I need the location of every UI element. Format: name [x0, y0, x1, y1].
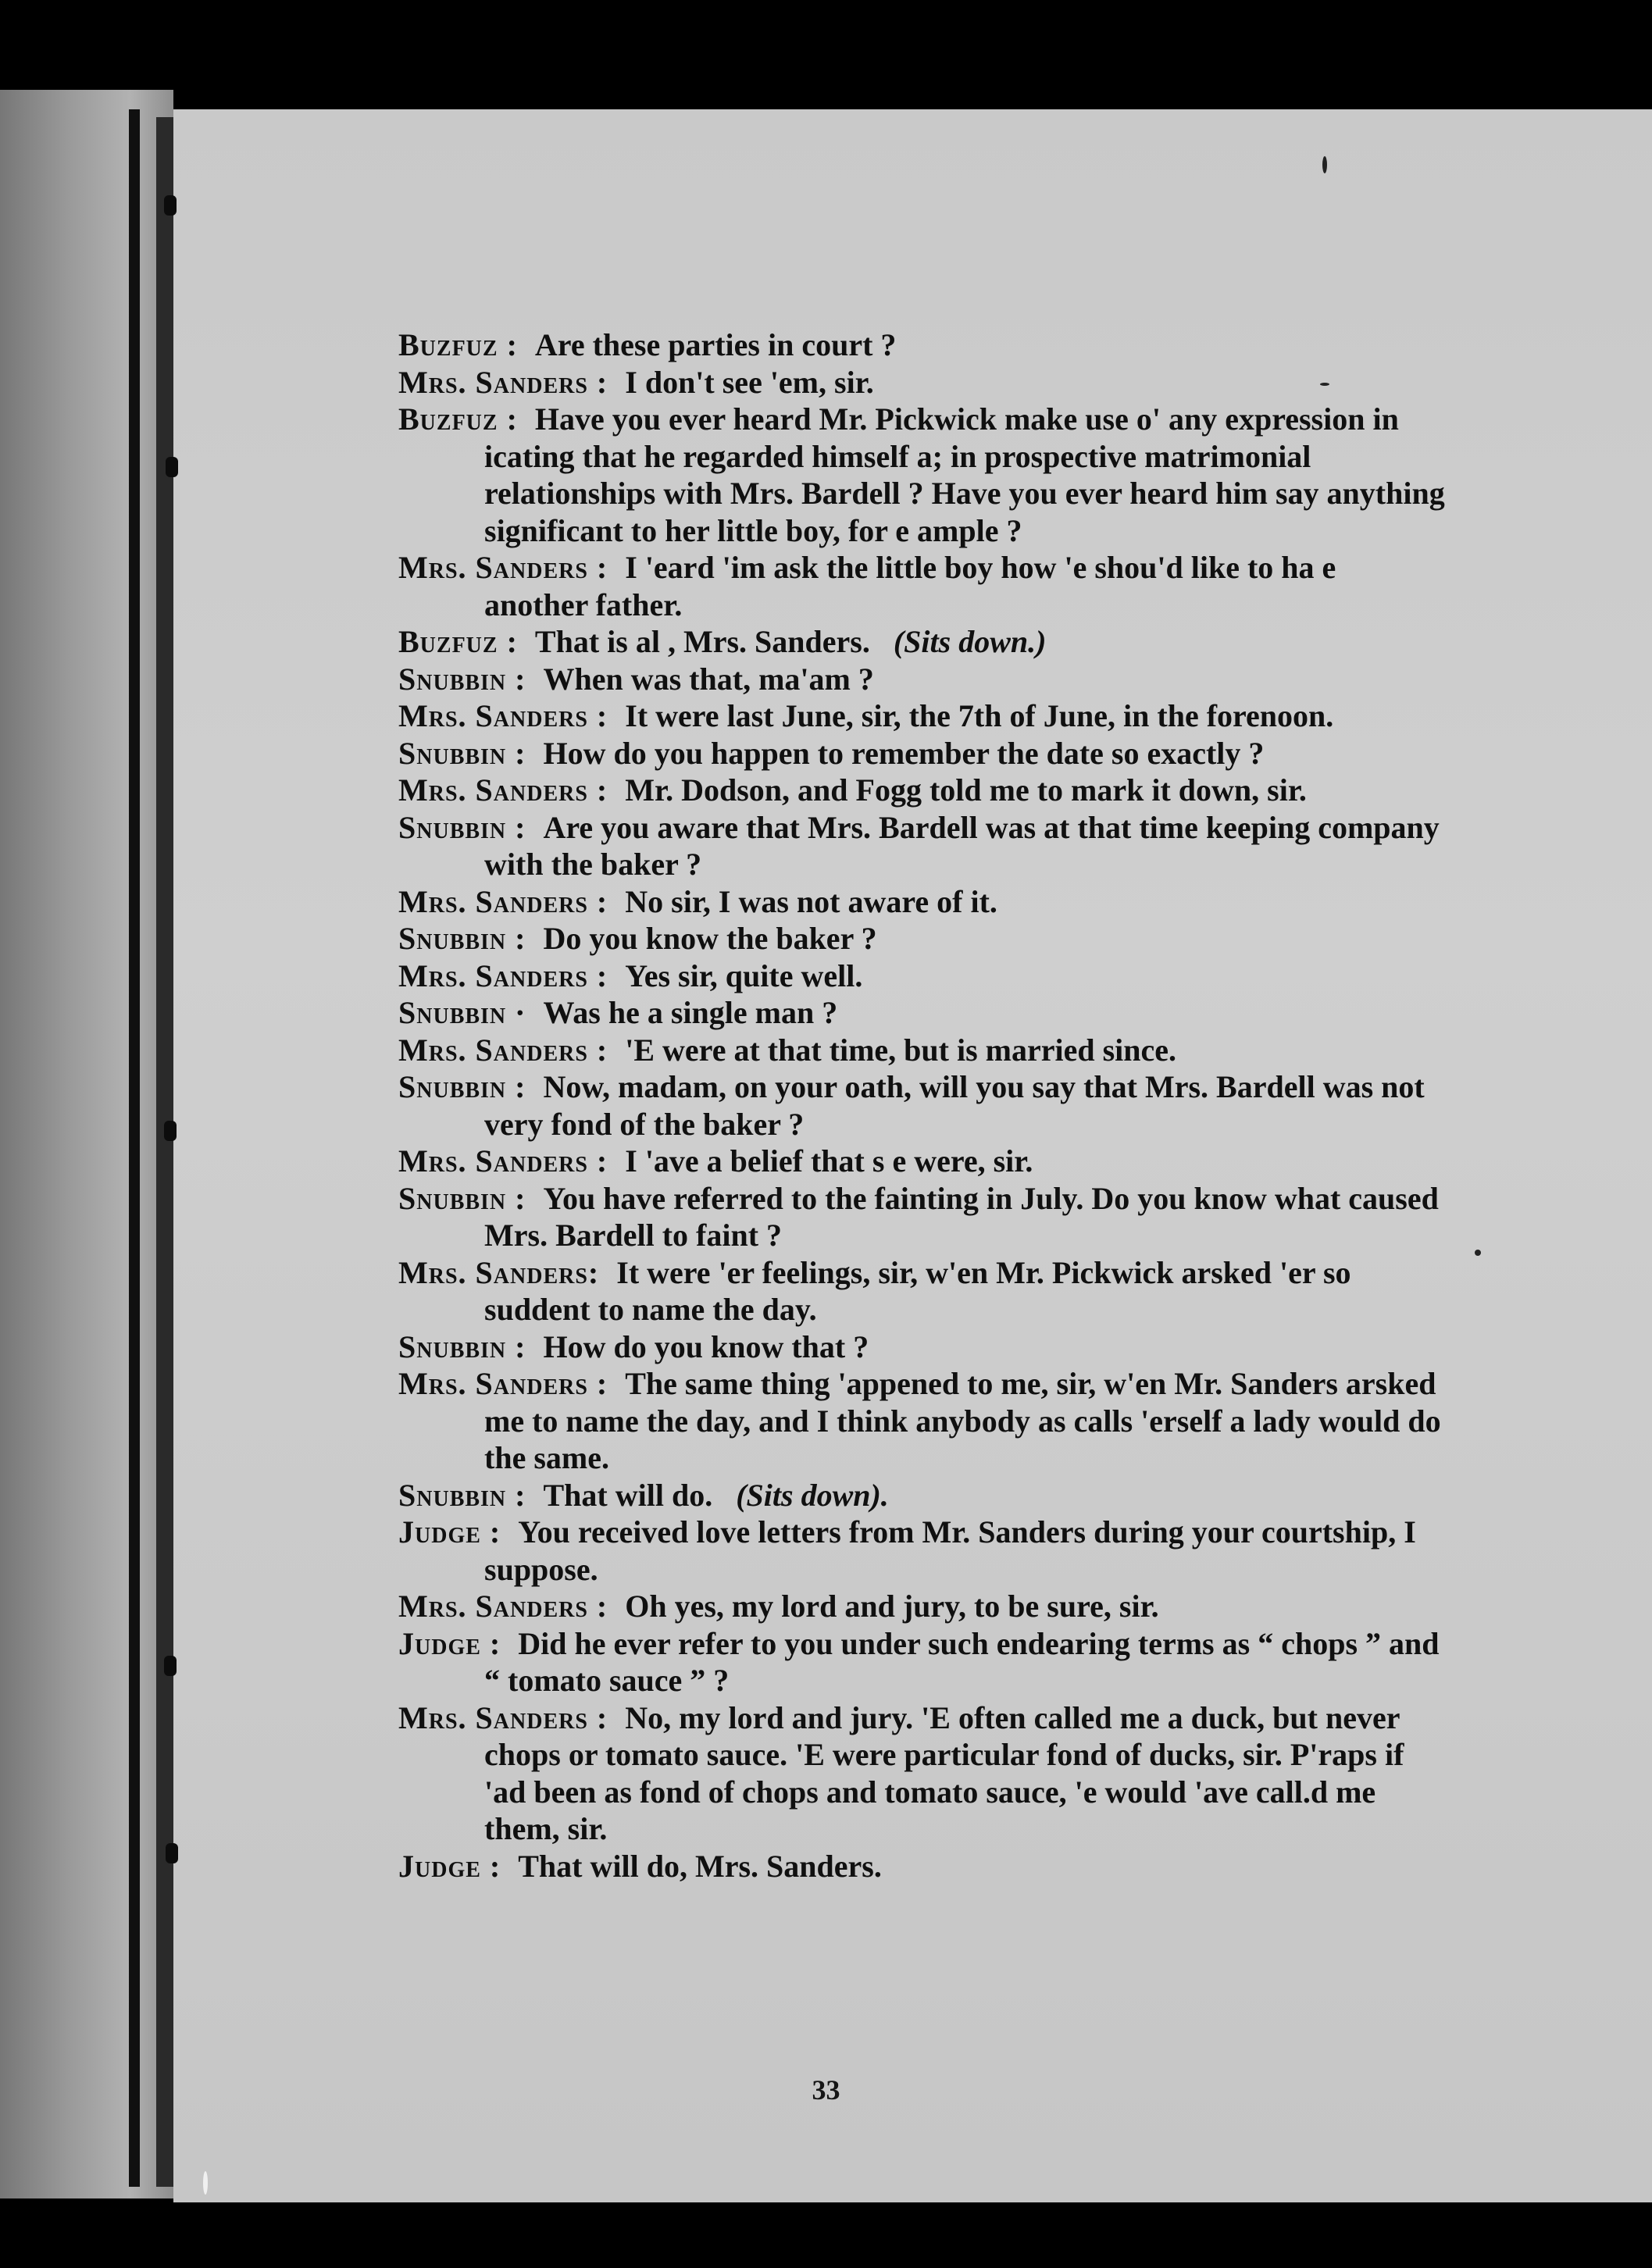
page-number: 33	[812, 2074, 840, 2106]
speaker-label: Snubbin ·	[398, 995, 526, 1030]
dialogue-entry	[398, 549, 1445, 623]
dialogue-text: How do you know that ?	[543, 1328, 869, 1364]
speaker-label: Judge :	[398, 1625, 501, 1661]
speaker-label: Judge :	[398, 1514, 501, 1549]
speaker-label: Mrs. Sanders :	[398, 550, 608, 585]
speaker-label: Mrs. Sanders :	[398, 698, 608, 733]
dialogue-entry	[398, 1068, 1445, 1143]
dialogue-entry	[398, 697, 1445, 735]
dialogue-text: Did he ever refer to you under such endearing terms as “ chops ” and “ tomato sauce ” ?	[484, 1625, 1440, 1698]
dialogue-entry	[398, 957, 1445, 995]
dialogue-text: It were last June, sir, the 7th of June, in the forenoon.	[625, 698, 1334, 733]
dialogue-text: That will do.	[543, 1477, 713, 1513]
stage-direction: (Sits down.)	[893, 624, 1047, 659]
binding-stitch	[164, 195, 177, 216]
speaker-label: Snubbin :	[398, 735, 526, 771]
dialogue-entry	[398, 1365, 1445, 1477]
dialogue-entry	[398, 1477, 1445, 1514]
dialogue-entry	[398, 1032, 1445, 1069]
dialogue-entry	[398, 772, 1445, 809]
dialogue-entry	[398, 920, 1445, 957]
dialogue-text: You received love letters from Mr. Sanders during your courtship, I suppose.	[484, 1514, 1416, 1587]
binding-stitch	[166, 1843, 178, 1863]
speaker-label: Snubbin :	[398, 1328, 526, 1364]
dialogue-text: Do you know the baker ?	[543, 921, 877, 956]
dialogue-text: I 'eard 'im ask the little boy how 'e shou'd like to ha e another father.	[484, 550, 1336, 622]
dialogue-text: How do you happen to remember the date so exactly ?	[543, 735, 1265, 771]
facing-page-margin	[0, 90, 173, 2198]
dialogue-text: I 'ave a belief that s e were, sir.	[625, 1143, 1033, 1179]
dialogue-text: Now, madam, on your oath, will you say that Mrs. Bardell was not very fond of the baker ?	[484, 1069, 1425, 1142]
speaker-label: Buzfuz :	[398, 624, 518, 659]
dialogue-entry	[398, 1848, 1445, 1885]
dialogue-entry	[398, 735, 1445, 772]
dialogue-text: No, my lord and jury. 'E often called me a duck, but never chops or tomato sauce. 'E were particular fond of ducks, sir. P'raps if 'ad been as fond of chops and tomato sauce, 'e would 'ave call.d me them, sir.	[484, 1699, 1404, 1846]
speaker-label: Mrs. Sanders :	[398, 883, 608, 919]
binding-strip	[156, 117, 173, 2187]
dialogue-text: That is al , Mrs. Sanders.	[534, 624, 870, 659]
dialogue-text: You have referred to the fainting in July. Do you know what caused Mrs. Bardell to faint ?	[484, 1180, 1439, 1253]
dialogue-entry	[398, 1588, 1445, 1625]
dialogue-entry	[398, 401, 1445, 549]
dialogue-entry	[398, 1625, 1445, 1699]
speaker-label: Mrs. Sanders :	[398, 364, 608, 400]
dialogue-entry	[398, 364, 1445, 401]
dialogue-text: It were 'er feelings, sir, w'en Mr. Pickwick arsked 'er so suddent to name the day.	[484, 1254, 1351, 1327]
dialogue-block	[398, 326, 1445, 1885]
scan-speck	[1475, 1250, 1481, 1256]
speaker-label: Snubbin :	[398, 921, 526, 956]
speaker-label: Mrs. Sanders:	[398, 1254, 600, 1290]
dialogue-entry	[398, 1143, 1445, 1180]
speaker-label: Mrs. Sanders :	[398, 1699, 608, 1735]
dialogue-entry	[398, 1514, 1445, 1588]
dialogue-text: No sir, I was not aware of it.	[625, 883, 997, 919]
speaker-label: Mrs. Sanders :	[398, 1366, 608, 1401]
dialogue-entry	[398, 883, 1445, 921]
dialogue-text: Mr. Dodson, and Fogg told me to mark it down, sir.	[625, 772, 1307, 808]
stage-direction: (Sits down).	[736, 1477, 889, 1513]
dialogue-text: 'E were at that time, but is married since.	[625, 1032, 1177, 1068]
dialogue-text: Are these parties in court ?	[534, 327, 897, 362]
dialogue-text: The same thing 'appened to me, sir, w'en Mr. Sanders arsked me to name the day, and I think anybody as calls 'erself a lady would do the same.	[484, 1366, 1441, 1475]
dialogue-text: Are you aware that Mrs. Bardell was at that time keeping company with the baker ?	[484, 809, 1440, 882]
dialogue-entry	[398, 661, 1445, 698]
speaker-label: Mrs. Sanders :	[398, 1032, 608, 1068]
dialogue-entry	[398, 1180, 1445, 1254]
speaker-label: Snubbin :	[398, 1069, 526, 1104]
dialogue-entry	[398, 994, 1445, 1032]
speaker-label: Snubbin :	[398, 1477, 526, 1513]
speaker-label: Snubbin :	[398, 661, 526, 697]
scan-speck	[1322, 156, 1327, 173]
dialogue-entry	[398, 326, 1445, 364]
dialogue-entry	[398, 1254, 1445, 1328]
speaker-label: Mrs. Sanders :	[398, 772, 608, 808]
dialogue-text: When was that, ma'am ?	[543, 661, 874, 697]
dialogue-entry	[398, 1328, 1445, 1366]
dialogue-entry	[398, 1699, 1445, 1848]
scan-speck	[203, 2171, 208, 2195]
dialogue-text: That will do, Mrs. Sanders.	[518, 1848, 882, 1884]
binding-edge	[129, 109, 140, 2187]
dialogue-text: Yes sir, quite well.	[625, 957, 863, 993]
dialogue-entry	[398, 623, 1445, 661]
binding-stitch	[166, 457, 178, 477]
speaker-label: Snubbin :	[398, 1180, 526, 1216]
speaker-label: Buzfuz :	[398, 401, 518, 437]
speaker-label: Mrs. Sanders :	[398, 957, 608, 993]
speaker-label: Snubbin :	[398, 809, 526, 845]
speaker-label: Mrs. Sanders :	[398, 1589, 608, 1624]
speaker-label: Mrs. Sanders :	[398, 1143, 608, 1179]
binding-stitch	[164, 1121, 177, 1141]
dialogue-text: Have you ever heard Mr. Pickwick make use o' any expression in icating that he regarded himself a; in prospective matrimonial relationships with Mrs. Bardell ? Have you ever heard him say anything significant to her little boy, for e ample ?	[484, 401, 1445, 548]
dialogue-entry	[398, 809, 1445, 883]
speaker-label: Judge :	[398, 1848, 501, 1884]
binding-stitch	[164, 1656, 177, 1676]
dialogue-text: I don't see 'em, sir.	[625, 364, 874, 400]
dialogue-text: Was he a single man ?	[543, 995, 838, 1030]
speaker-label: Buzfuz :	[398, 327, 518, 362]
dialogue-text: Oh yes, my lord and jury, to be sure, sir.	[625, 1589, 1159, 1624]
